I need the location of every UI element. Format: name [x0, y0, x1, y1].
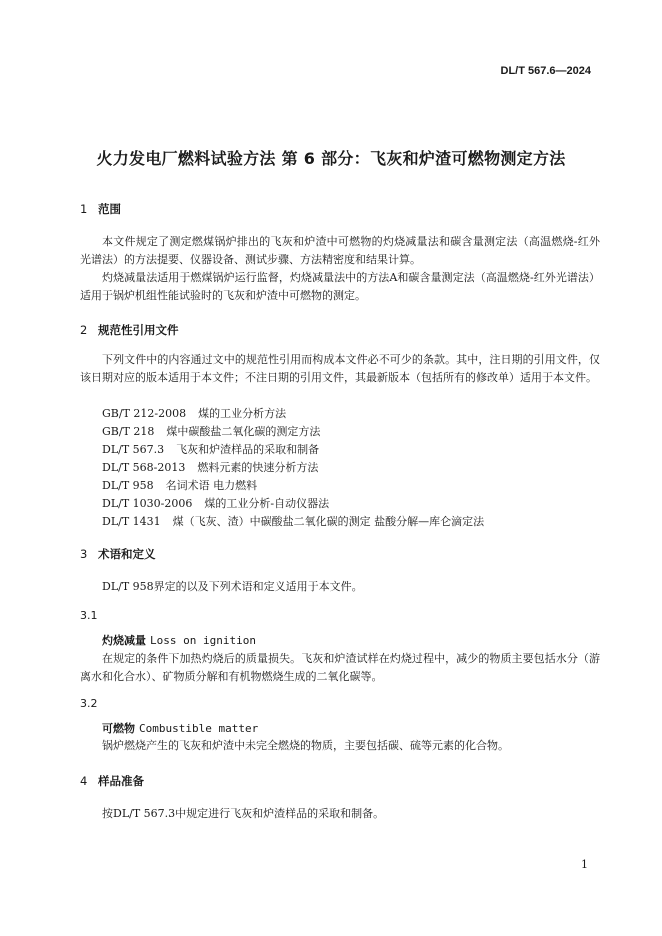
section-3-paragraph-1: DL/T 958界定的以及下列术语和定义适用于本文件。 — [102, 580, 363, 593]
reference-item — [102, 513, 484, 531]
reference-title: 煤（飞灰、渣）中碳酸盐二氧化碳的测定 盐酸分解—库仑滴定法 — [172, 515, 485, 528]
standard-code: DL/T 567.6—2024 — [500, 65, 591, 77]
term-3-2-number: 3.2 — [80, 697, 98, 710]
section-2-heading — [80, 322, 179, 338]
term-chinese: 灼烧减量 — [102, 634, 146, 647]
reference-item — [102, 405, 484, 423]
section-4-paragraph-1: 按DL/T 567.3中规定进行飞灰和炉渣样品的采取和制备。 — [102, 807, 385, 820]
reference-item — [102, 495, 484, 513]
section-2-paragraph-1: 下列文件中的内容通过文中的规范性引用而构成本文件必不可少的条款。其中，注日期的引用文件，仅该日期对应的版本适用于本文件；不注日期的引用文件，其最新版本（包括所有的修改单）适用于本文件。 — [80, 353, 600, 384]
document-title: 火力发电厂燃料试验方法 第 6 部分：飞灰和炉渣可燃物测定方法 — [96, 149, 566, 168]
section-title: 范围 — [98, 202, 121, 216]
section-1-paragraph-1: 本文件规定了测定燃煤锅炉排出的飞灰和炉渣中可燃物的灼烧减量法和碳含量测定法（高温燃烧-红外光谱法）的方法提要、仪器设备、测试步骤、方法精密度和结果计算。 — [80, 235, 600, 266]
section-title: 样品准备 — [98, 774, 144, 788]
section-4-heading — [80, 773, 144, 789]
term-3-2-definition: 锅炉燃烧产生的飞灰和炉渣中未完全燃烧的物质，主要包括碳、硫等元素的化合物。 — [102, 739, 509, 752]
term-english: Combustible matter — [139, 722, 259, 735]
reference-code: DL/T 567.3 — [102, 443, 165, 456]
section-number: 1 — [80, 202, 88, 216]
section-number: 4 — [80, 774, 88, 788]
term-3-1-definition: 在规定的条件下加热灼烧后的质量损失。飞灰和炉渣试样在灼烧过程中，减少的物质主要包括水分（游离水和化合水）、矿物质分解和有机物燃烧生成的二氧化碳等。 — [80, 652, 600, 683]
section-title: 术语和定义 — [98, 547, 156, 561]
term-3-1-number: 3.1 — [80, 609, 98, 622]
reference-title: 名词术语 电力燃料 — [165, 479, 258, 492]
reference-item — [102, 441, 484, 459]
normative-references-list — [102, 405, 484, 531]
reference-code: DL/T 568-2013 — [102, 461, 186, 474]
reference-title: 煤的工业分析方法 — [198, 407, 287, 420]
reference-title: 煤的工业分析-自动仪器法 — [204, 497, 330, 510]
reference-title: 煤中碳酸盐二氧化碳的测定方法 — [166, 425, 321, 438]
term-3-1-heading — [102, 632, 256, 648]
reference-title: 燃料元素的快速分析方法 — [197, 461, 319, 474]
reference-item — [102, 477, 484, 495]
section-title: 规范性引用文件 — [98, 323, 179, 337]
section-number: 3 — [80, 547, 88, 561]
reference-title: 飞灰和炉渣样品的采取和制备 — [176, 443, 320, 456]
reference-code: DL/T 1030-2006 — [102, 497, 193, 510]
reference-code: GB/T 218 — [102, 425, 155, 438]
page-number: 1 — [581, 858, 588, 871]
section-3-heading — [80, 546, 156, 562]
term-english: Loss on ignition — [150, 634, 256, 647]
reference-code: GB/T 212-2008 — [102, 407, 187, 420]
section-1-heading — [80, 201, 121, 217]
section-1-paragraph-2: 灼烧减量法适用于燃煤锅炉运行监督，灼烧减量法中的方法A和碳含量测定法（高温燃烧-红外光谱法）适用于锅炉机组性能试验时的飞灰和炉渣中可燃物的测定。 — [80, 271, 600, 302]
term-chinese: 可燃物 — [102, 722, 135, 735]
reference-item — [102, 459, 484, 477]
reference-item — [102, 423, 484, 441]
term-3-2-heading — [102, 720, 258, 736]
reference-code: DL/T 958 — [102, 479, 154, 492]
section-number: 2 — [80, 323, 88, 337]
reference-code: DL/T 1431 — [102, 515, 161, 528]
